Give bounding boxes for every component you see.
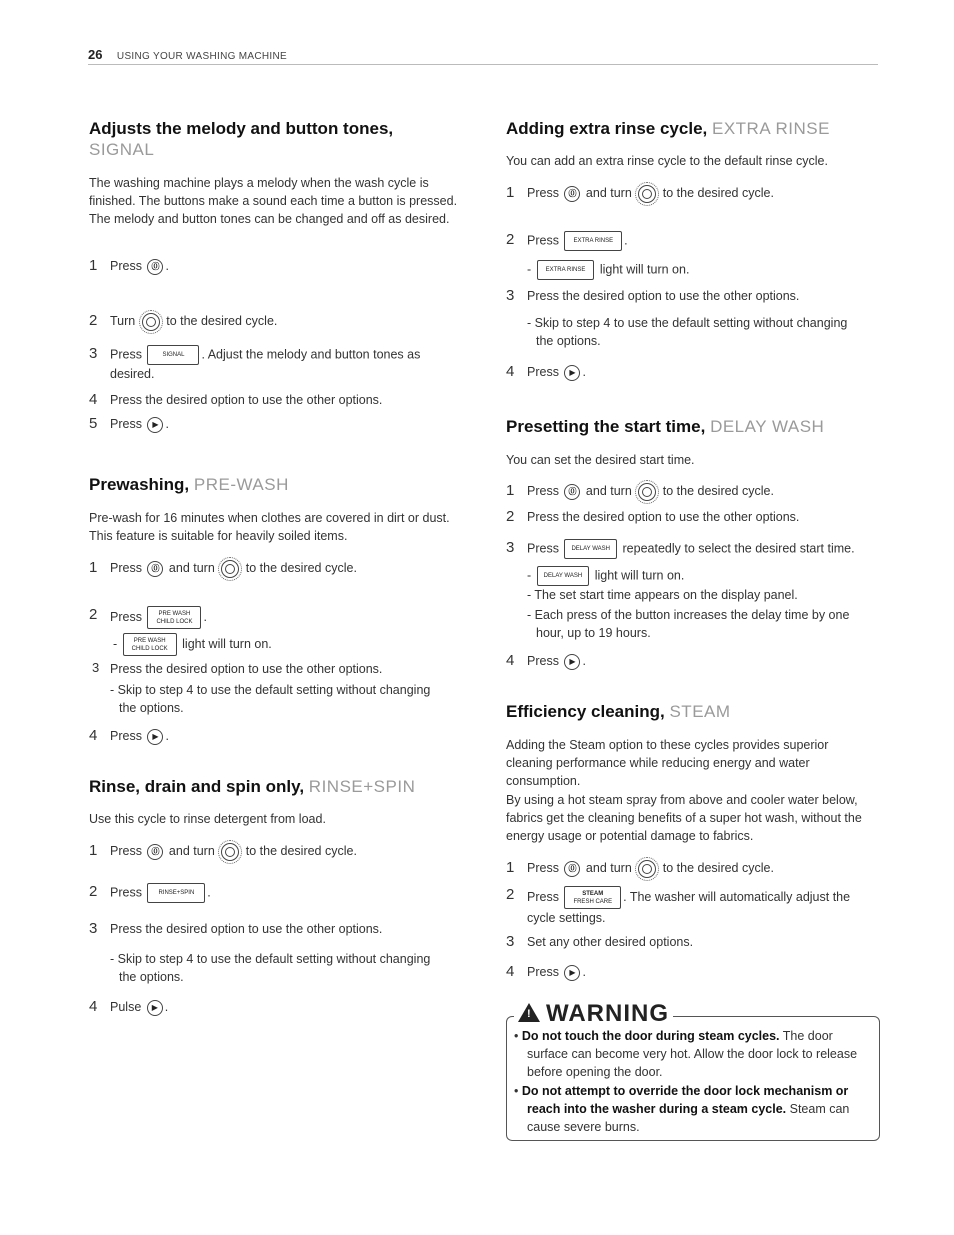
start-pause-icon: ▶ [147,1000,163,1016]
delay-section [506,416,886,437]
steam-step-1: Press ⓪ and turn to the desired cycle. [527,859,774,878]
warning-title: ! WARNING [514,1000,673,1028]
steam-section [506,701,886,722]
steam-desc-2: By using a hot steam spray from above and cooler water below, fabrics get the cleaning benefits of a super hot wash, without the energy usage or potential damage to fabrics. [506,793,862,843]
steam-desc-1: Adding the Steam option to these cycles provides superior cleaning performance while reducing energy and water consumption. [506,738,829,788]
rinsespin-step-3: Press the desired option to use the other options. [110,922,383,936]
signal-step-1: Press ⓪ . [110,259,169,273]
step-number: 4 [506,652,515,669]
signal-step-3: Press SIGNAL . Adjust the melody and button tones as desired. [110,345,465,383]
cycle-dial-icon [638,860,656,878]
cycle-dial-icon [221,560,239,578]
extrarinse-skip-note: - Skip to step 4 to use the default setting without changing the options. [527,316,848,348]
start-pause-icon: ▶ [147,417,163,433]
extrarinse-desc: You can add an extra rinse cycle to the default rinse cycle. [506,154,828,168]
step-number: 2 [506,508,515,525]
prewash-light: - PRE WASH CHILD LOCK light will turn on. [113,633,272,656]
step-number: 3 [89,920,98,937]
rinsespin-step-4: Pulse ▶ . [110,1000,169,1014]
delay-button-icon: DELAY WASH [564,539,617,559]
start-pause-icon: ▶ [147,729,163,745]
extrarinse-light: - EXTRA RINSE light will turn on. [527,260,689,280]
steam-step-3: Set any other desired options. [527,935,694,949]
steam-heading: Efficiency cleaning, STEAM [506,702,731,721]
power-icon: ⓪ [564,861,580,877]
power-icon: ⓪ [147,259,163,275]
delay-step-3: Press DELAY WASH repeatedly to select the desired start time. [527,539,855,559]
step-number: 1 [89,257,98,274]
page-number: 26 [88,47,103,62]
step-number: 3 [506,539,515,556]
signal-heading: Adjusts the melody and button tones, SIGNAL [89,119,394,159]
extrarinse-light-icon: EXTRA RINSE [537,260,595,280]
steam-step-4: Press ▶ . [527,965,586,979]
extrarinse-step-1: Press ⓪ and turn to the desired cycle. [527,184,774,203]
step-number: 3 [506,287,515,304]
prewash-light-icon: PRE WASH CHILD LOCK [123,633,177,656]
cycle-dial-icon [142,313,160,331]
signal-section [89,118,469,160]
prewash-step-4: Press ▶ . [110,729,169,743]
steam-step-2: Press STEAM FRESH CARE . The washer will automatically adjust the cycle settings. [527,886,872,927]
step-number: 3 [506,933,515,950]
power-icon: ⓪ [564,484,580,500]
page-header [88,46,878,65]
step-number: 2 [506,886,515,903]
step-number: 4 [506,363,515,380]
step-number: 1 [506,859,515,876]
step-number: 2 [506,231,515,248]
rinsespin-section [89,776,469,797]
rinsespin-desc: Use this cycle to rinse detergent from load. [89,812,326,826]
signal-desc: The washing machine plays a melody when the wash cycle is finished. The buttons make a sound each time a button is pressed. The melody and button tones can be changed and off as desired. [89,176,458,226]
start-pause-icon: ▶ [564,654,580,670]
step-number: 1 [506,482,515,499]
prewash-heading: Prewashing, PRE-WASH [89,475,289,494]
step-number: 4 [89,391,98,408]
prewash-step-3: Press the desired option to use the other options. [110,662,383,676]
rinsespin-step-1: Press ⓪ and turn to the desired cycle. [110,842,357,861]
signal-button-icon: SIGNAL [147,345,199,365]
step-number: 3 [89,345,98,362]
cycle-dial-icon [638,483,656,501]
cycle-dial-icon [221,843,239,861]
prewash-button-icon: PRE WASH CHILD LOCK [147,606,201,629]
step-number: 2 [89,312,98,329]
power-icon: ⓪ [147,844,163,860]
warning-item-2: • Do not attempt to override the door lock mechanism or reach into the washer during a steam cycle. Steam can cause severe burns. [514,1084,850,1134]
signal-step-2: Turn to the desired cycle. [110,312,277,331]
prewash-step-1: Press ⓪ and turn to the desired cycle. [110,559,357,578]
extrarinse-heading: Adding extra rinse cycle, EXTRA RINSE [506,119,830,138]
step-number: 2 [89,883,98,900]
prewash-section [89,474,469,495]
rinsespin-button-icon: RINSE+SPIN [147,883,205,903]
cycle-dial-icon [638,185,656,203]
extrarinse-section [506,118,886,139]
step-number: 1 [89,559,98,576]
step-number: 5 [89,415,98,432]
delay-heading: Presetting the start time, DELAY WASH [506,417,825,436]
extrarinse-step-4: Press ▶ . [527,365,586,379]
rinsespin-skip-note: - Skip to step 4 to use the default setting without changing the options. [110,952,431,984]
extrarinse-button-icon: EXTRA RINSE [564,231,622,251]
delay-light-icon: DELAY WASH [537,566,590,586]
prewash-desc: Pre-wash for 16 minutes when clothes are covered in dirt or dust. This feature is suitable for heavily soiled items. [89,511,450,543]
step-number: 4 [89,998,98,1015]
power-icon: ⓪ [147,561,163,577]
step-number: 1 [89,842,98,859]
start-pause-icon: ▶ [564,965,580,981]
step-number: 4 [506,963,515,980]
delay-step-2: Press the desired option to use the other options. [527,510,800,524]
rinsespin-heading: Rinse, drain and spin only, RINSE+SPIN [89,777,416,796]
rinsespin-step-2: Press RINSE+SPIN . [110,883,211,903]
steam-button-icon: STEAM FRESH CARE [564,886,621,909]
header-title: USING YOUR WASHING MACHINE [116,51,287,62]
step-number: 2 [89,606,98,623]
delay-note-1: - The set start time appears on the display panel. [527,588,798,602]
start-pause-icon: ▶ [564,365,580,381]
extrarinse-step-2: Press EXTRA RINSE . [527,231,628,251]
power-icon: ⓪ [564,186,580,202]
delay-desc: You can set the desired start time. [506,453,695,467]
signal-step-4: Press the desired option to use the other options. [110,393,383,407]
prewash-step-2: Press PRE WASH CHILD LOCK . [110,606,207,629]
step-number: 3 [92,660,100,675]
extrarinse-step-3: Press the desired option to use the other options. [527,289,800,303]
step-number: 1 [506,184,515,201]
prewash-skip-note: - Skip to step 4 to use the default setting without changing the options. [110,683,431,715]
delay-step-4: Press ▶ . [527,654,586,668]
signal-step-5: Press ▶ . [110,417,169,431]
delay-light: - DELAY WASH light will turn on. [527,566,684,586]
delay-step-1: Press ⓪ and turn to the desired cycle. [527,482,774,501]
step-number: 4 [89,727,98,744]
warning-icon: ! [518,1003,540,1022]
warning-item-1: • Do not touch the door during steam cycles. The door surface can become very hot. Allow the door lock to release before opening the door. [514,1029,858,1079]
delay-note-2: - Each press of the button increases the delay time by one hour, up to 19 hours. [527,608,850,640]
